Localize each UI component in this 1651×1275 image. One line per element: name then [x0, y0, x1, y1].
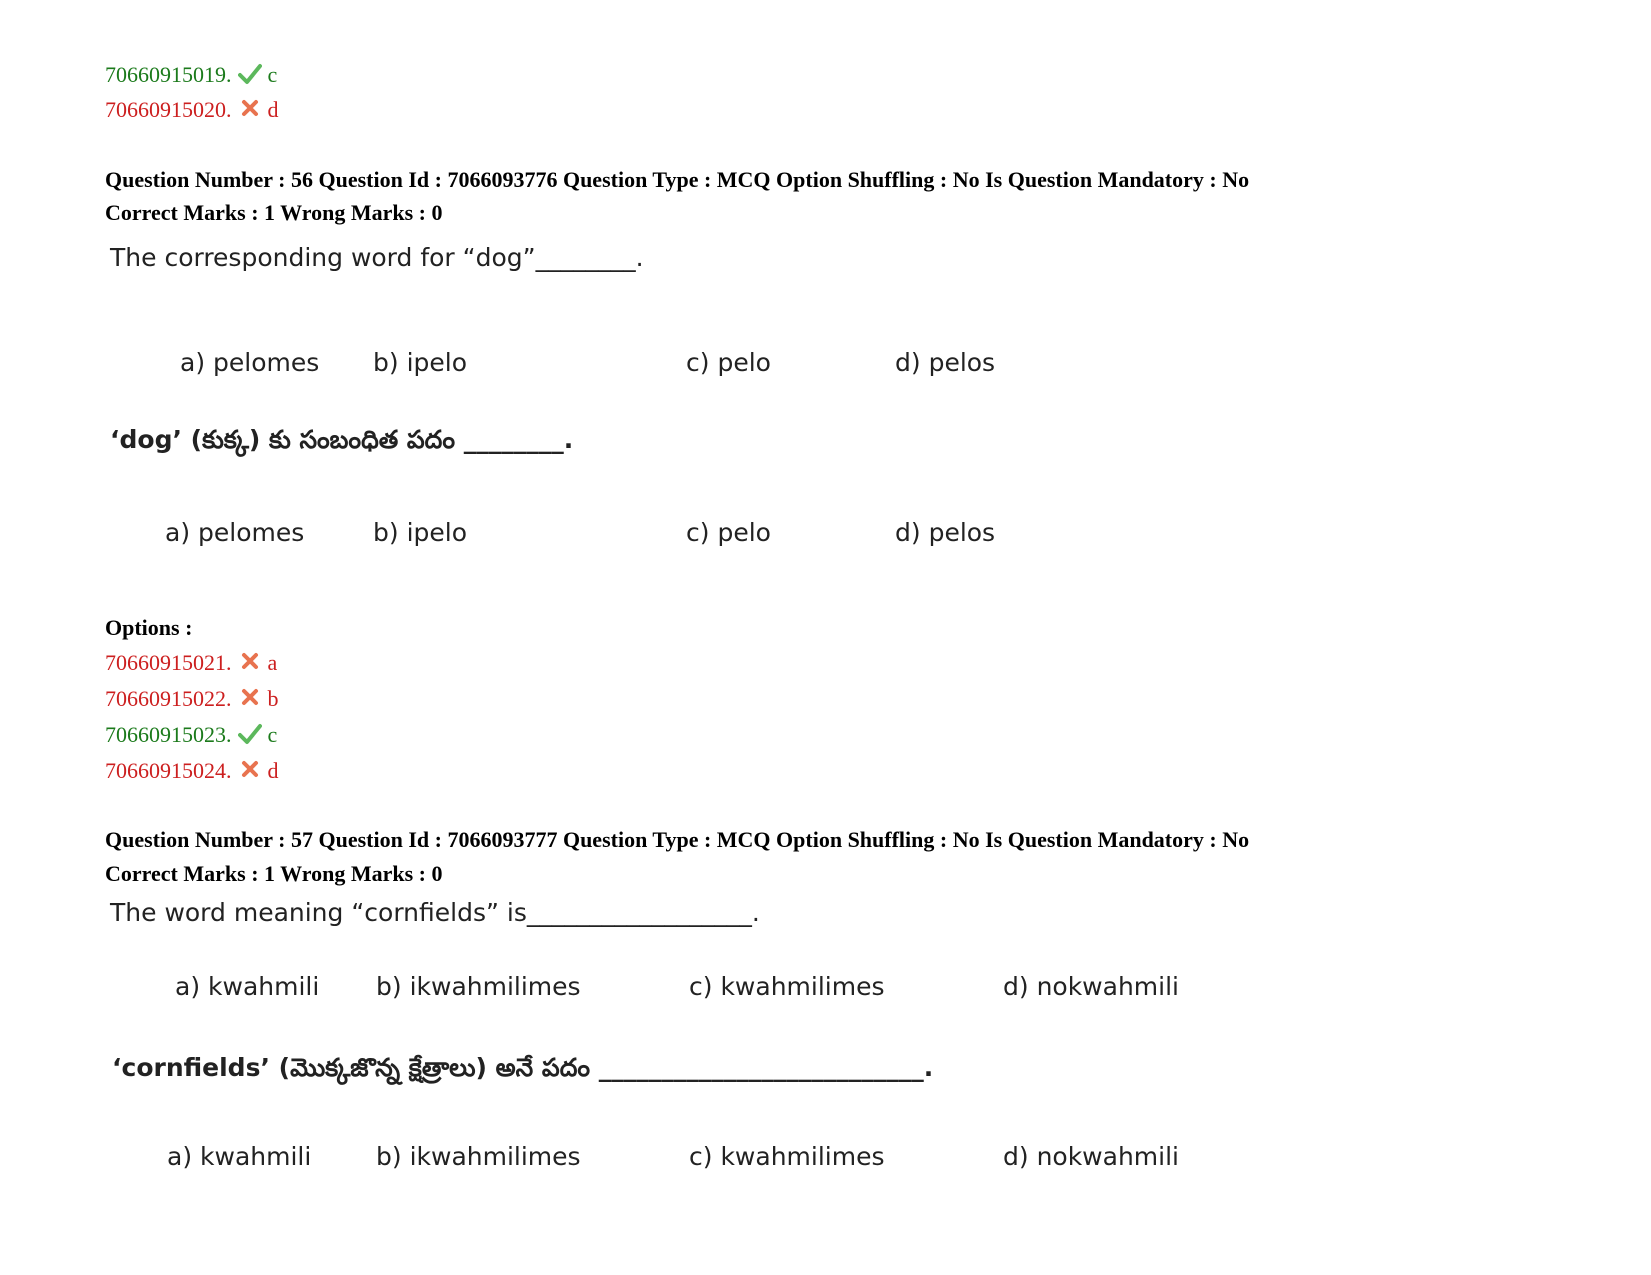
option-row [105, 686, 279, 712]
question-meta: Question Number : 56 Question Id : 7066093776 Question Type : MCQ Option Shuffling : No Is Question Mandatory : No [105, 167, 1250, 192]
option-label: d [267, 758, 279, 783]
choice-b: b) ikwahmilimes [376, 1142, 581, 1171]
option-id: 70660915020. [105, 97, 232, 122]
cross-icon [238, 651, 262, 673]
choice-b: b) ipelo [373, 348, 468, 377]
question-text-english: The corresponding word for “dog”________. [110, 243, 644, 272]
question-text-telugu: ‘cornfields’ (మొక్కజొన్న క్షేత్రాలు) అనే పదం __________________________. [112, 1053, 934, 1082]
option-label: b [267, 686, 279, 711]
option-row [105, 758, 279, 784]
option-id: 70660915022. [105, 686, 232, 711]
cross-icon [238, 759, 262, 781]
option-id: 70660915023. [105, 722, 232, 747]
question-marks: Correct Marks : 1 Wrong Marks : 0 [105, 200, 443, 225]
option-row [105, 97, 279, 123]
choice-c: c) pelo [686, 348, 771, 377]
choice-b: b) ipelo [373, 518, 468, 547]
option-id: 70660915019. [105, 62, 232, 87]
option-row [105, 650, 277, 676]
question-text-telugu: ‘dog’ (కుక్క) కు సంబంధిత పదం ________. [110, 425, 574, 454]
choice-d: d) pelos [895, 348, 996, 377]
option-label: d [267, 97, 279, 122]
option-id: 70660915024. [105, 758, 232, 783]
check-icon [238, 723, 262, 745]
option-id: 70660915021. [105, 650, 232, 675]
choice-a: a) pelomes [165, 518, 305, 547]
cross-icon [238, 687, 262, 709]
choice-d: d) nokwahmili [1003, 1142, 1179, 1171]
choice-a: a) pelomes [180, 348, 320, 377]
option-label: c [267, 722, 278, 747]
option-label: a [267, 650, 278, 675]
options-heading: Options : [105, 615, 193, 640]
choice-a: a) kwahmili [175, 972, 320, 1001]
choice-d: d) nokwahmili [1003, 972, 1179, 1001]
question-text-english: The word meaning “cornfields” is__________________. [110, 898, 760, 927]
check-icon [238, 63, 262, 85]
choice-c: c) kwahmilimes [689, 1142, 885, 1171]
choice-c: c) kwahmilimes [689, 972, 885, 1001]
option-label: c [267, 62, 278, 87]
question-meta: Question Number : 57 Question Id : 7066093777 Question Type : MCQ Option Shuffling : No Is Question Mandatory : No [105, 827, 1250, 852]
cross-icon [238, 98, 262, 120]
choice-c: c) pelo [686, 518, 771, 547]
choice-a: a) kwahmili [167, 1142, 312, 1171]
choice-b: b) ikwahmilimes [376, 972, 581, 1001]
question-marks: Correct Marks : 1 Wrong Marks : 0 [105, 861, 443, 886]
option-row [105, 722, 277, 748]
option-row [105, 62, 277, 88]
choice-d: d) pelos [895, 518, 996, 547]
